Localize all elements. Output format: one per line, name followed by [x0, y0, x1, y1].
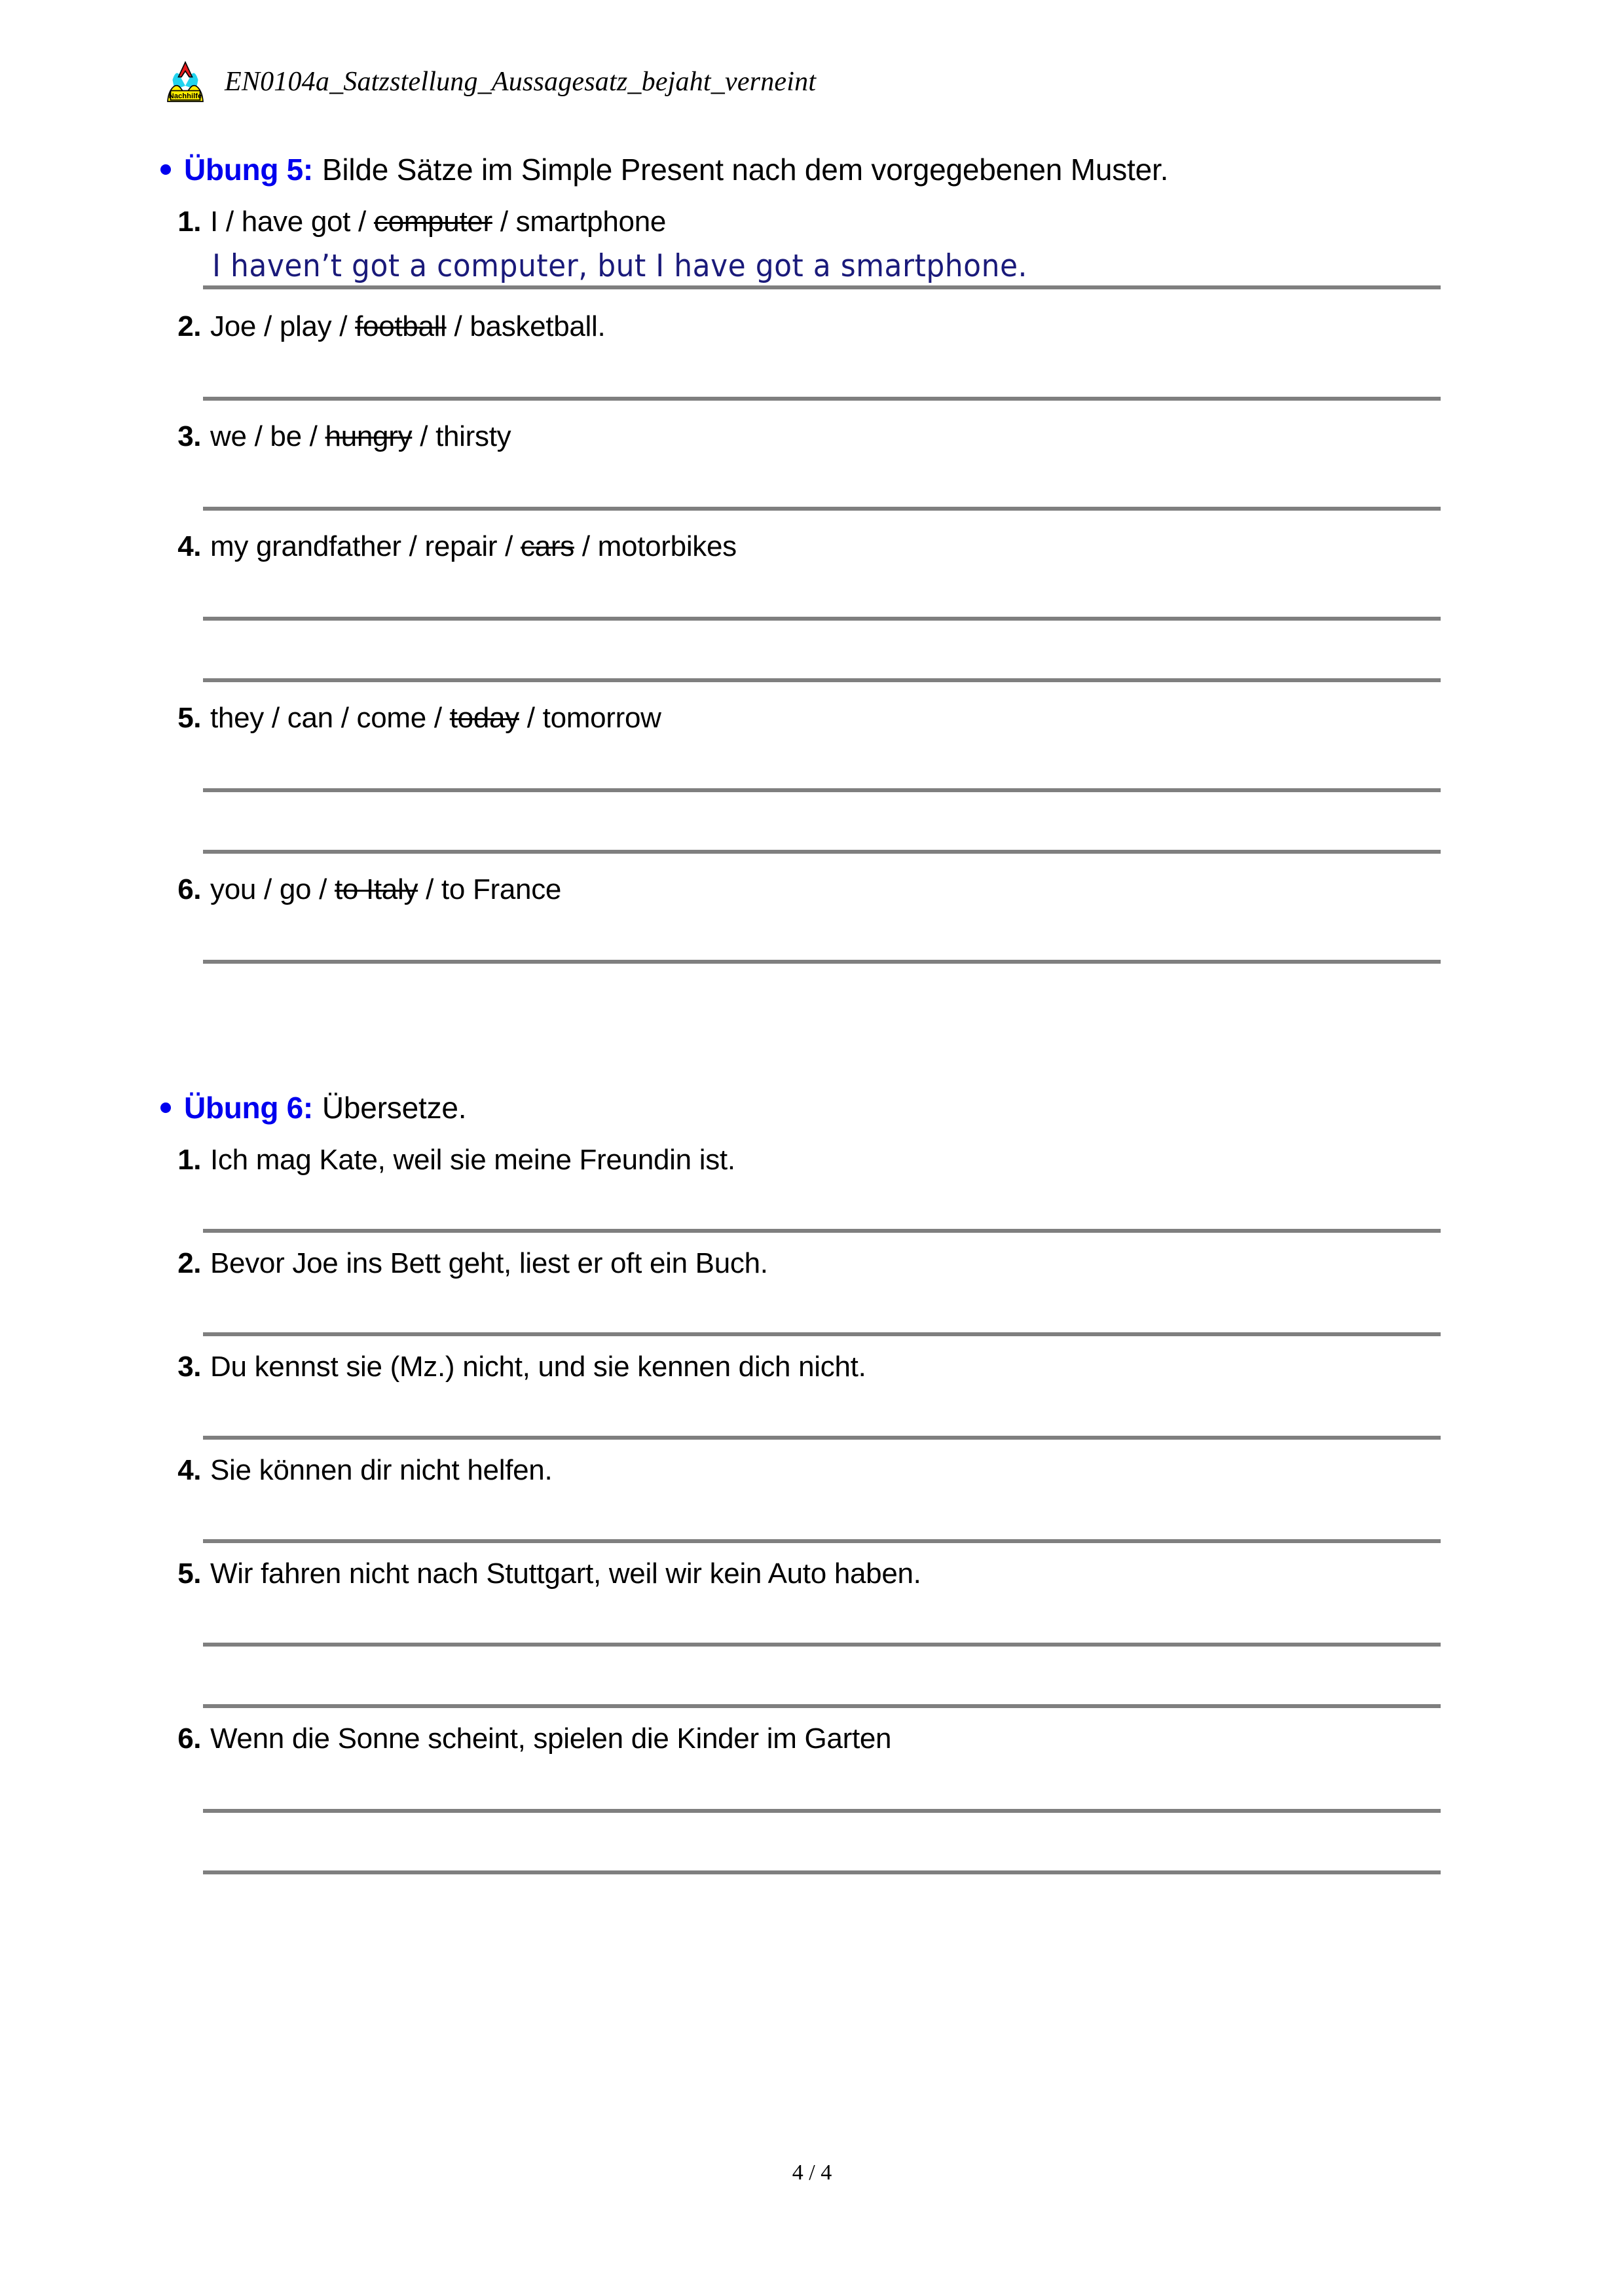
item-text-post: / thirsty: [412, 420, 511, 452]
answer-area[interactable]: [203, 735, 1624, 859]
item-number: 3.: [177, 420, 201, 452]
item-text-post: / tomorrow: [519, 702, 661, 734]
item-number: 4.: [177, 530, 201, 562]
item-prompt: [160, 530, 1624, 563]
exercise-block-5: [0, 152, 1624, 969]
item-number: 3.: [177, 1351, 201, 1383]
item-struck-word: football: [355, 310, 447, 342]
answer-slot[interactable]: [203, 563, 1624, 626]
item-prompt: [160, 1558, 1624, 1590]
answer-slot[interactable]: [203, 453, 1624, 516]
answer-slot[interactable]: [203, 735, 1624, 797]
item-prompt: [160, 206, 1624, 238]
answer-area[interactable]: [203, 906, 1624, 969]
item-text-pre: my grandfather / repair /: [210, 530, 521, 562]
item-text-post: / motorbikes: [574, 530, 737, 562]
item-number: 1.: [177, 206, 201, 238]
exercise-6-instruction: Übersetze.: [322, 1091, 467, 1125]
item-struck-word: hungry: [325, 420, 413, 452]
answer-rule: [203, 285, 1441, 289]
answer-area[interactable]: [203, 1590, 1624, 1713]
answer-area[interactable]: [203, 343, 1624, 406]
answer-rule: [203, 678, 1441, 682]
handwritten-answer: I haven’t got a computer, but I have got a smartphone.: [212, 247, 1028, 284]
document-header: [160, 60, 816, 103]
item-prompt: [160, 873, 1624, 906]
item-struck-word: cars: [520, 530, 574, 562]
list-item: [160, 420, 1624, 516]
exercise-5-instruction: Bilde Sätze im Simple Present nach dem vorgegebenen Muster.: [322, 153, 1169, 187]
answer-slot[interactable]: [203, 1280, 1624, 1341]
item-number: 1.: [177, 1144, 201, 1176]
item-number: 6.: [177, 873, 201, 905]
answer-rule: [203, 1229, 1441, 1233]
answer-slot[interactable]: [203, 906, 1624, 969]
list-item: [160, 1247, 1624, 1341]
answer-rule: [203, 397, 1441, 401]
answer-slot[interactable]: [203, 1652, 1624, 1713]
item-text-pre: Bevor Joe ins Bett geht, liest er oft ein Buch.: [210, 1247, 768, 1279]
exercise-5-items: [0, 206, 1624, 969]
answer-rule: [203, 617, 1441, 621]
item-number: 2.: [177, 1247, 201, 1279]
item-prompt: [160, 420, 1624, 453]
answer-slot[interactable]: [203, 1383, 1624, 1445]
answer-slot[interactable]: [203, 1487, 1624, 1548]
answer-rule: [203, 960, 1441, 964]
page-footer: [0, 2160, 1624, 2185]
item-text-pre: Du kennst sie (Mz.) nicht, und sie kennen dich nicht.: [210, 1351, 866, 1383]
answer-area[interactable]: [203, 1280, 1624, 1341]
answer-rule: [203, 1436, 1441, 1440]
answer-area[interactable]: [203, 563, 1624, 687]
item-struck-word: today: [449, 702, 519, 734]
item-number: 6.: [177, 1722, 201, 1755]
list-item: [160, 206, 1624, 295]
item-number: 2.: [177, 310, 201, 342]
page-number: 4 / 4: [792, 2160, 832, 2185]
answer-area[interactable]: [203, 238, 1624, 295]
item-text-pre: we / be /: [210, 420, 325, 452]
item-text-pre: Wenn die Sonne scheint, spielen die Kinder im Garten: [210, 1722, 892, 1755]
item-prompt: [160, 310, 1624, 343]
item-text-pre: Wir fahren nicht nach Stuttgart, weil wir kein Auto haben.: [210, 1558, 921, 1590]
list-item: [160, 1144, 1624, 1238]
answer-slot[interactable]: [203, 626, 1624, 687]
item-prompt: [160, 1722, 1624, 1755]
item-text-post: / to France: [418, 873, 562, 905]
item-prompt: [160, 1144, 1624, 1176]
answer-slot[interactable]: [203, 1590, 1624, 1652]
item-text-pre: Joe / play /: [210, 310, 356, 342]
bullet-icon: [160, 164, 171, 175]
item-text-pre: Sie können dir nicht helfen.: [210, 1454, 553, 1486]
answer-area[interactable]: [203, 1383, 1624, 1445]
answer-slot[interactable]: [203, 797, 1624, 859]
list-item: [160, 1454, 1624, 1548]
answer-area[interactable]: [203, 1755, 1624, 1880]
item-text-pre: Ich mag Kate, weil sie meine Freundin ist.: [210, 1144, 735, 1176]
answer-rule: [203, 1332, 1441, 1336]
list-item: [160, 530, 1624, 687]
answer-area[interactable]: [203, 453, 1624, 516]
item-struck-word: to Italy: [334, 873, 418, 905]
answer-slot[interactable]: [203, 1755, 1624, 1818]
bullet-icon: [160, 1102, 171, 1113]
exercise-5-label: Übung 5:: [184, 153, 313, 187]
item-number: 5.: [177, 702, 201, 734]
item-prompt: [160, 1454, 1624, 1487]
logo-wordmark: Nachhilfe: [168, 92, 202, 100]
answer-rule: [203, 788, 1441, 792]
list-item: [160, 1558, 1624, 1713]
list-item: [160, 310, 1624, 406]
answer-slot[interactable]: [203, 1818, 1624, 1880]
exercise-6-heading: [160, 1090, 1624, 1125]
answer-rule: [203, 1704, 1441, 1708]
answer-area[interactable]: [203, 1487, 1624, 1548]
item-number: 4.: [177, 1454, 201, 1486]
list-item: [160, 1722, 1624, 1880]
item-text-pre: you / go /: [210, 873, 335, 905]
answer-rule: [203, 1643, 1441, 1647]
answer-area[interactable]: [203, 1176, 1624, 1238]
item-text-pre: they / can / come /: [210, 702, 450, 734]
exercise-6-items: [0, 1144, 1624, 1880]
answer-rule: [203, 850, 1441, 854]
answer-rule: [203, 1809, 1441, 1813]
item-struck-word: computer: [373, 206, 492, 238]
item-text-pre: I / have got /: [210, 206, 374, 238]
document-title: EN0104a_Satzstellung_Aussagesatz_bejaht_verneint: [225, 67, 817, 97]
answer-slot[interactable]: [203, 343, 1624, 406]
answer-rule: [203, 507, 1441, 511]
list-item: [160, 702, 1624, 859]
item-prompt: [160, 1247, 1624, 1280]
mountain-logo-icon: [160, 60, 210, 103]
answer-rule: [203, 1870, 1441, 1874]
item-text-post: / basketball.: [446, 310, 606, 342]
item-number: 5.: [177, 1558, 201, 1590]
exercise-6-label: Übung 6:: [184, 1091, 313, 1125]
item-prompt: [160, 1351, 1624, 1383]
list-item: [160, 873, 1624, 969]
exercise-5-heading: [160, 152, 1624, 187]
answer-slot[interactable]: [203, 1176, 1624, 1238]
list-item: [160, 1351, 1624, 1445]
item-text-post: / smartphone: [492, 206, 667, 238]
answer-rule: [203, 1539, 1441, 1543]
answer-slot[interactable]: [203, 238, 1624, 295]
exercise-block-6: [0, 1090, 1624, 1880]
item-prompt: [160, 702, 1624, 735]
